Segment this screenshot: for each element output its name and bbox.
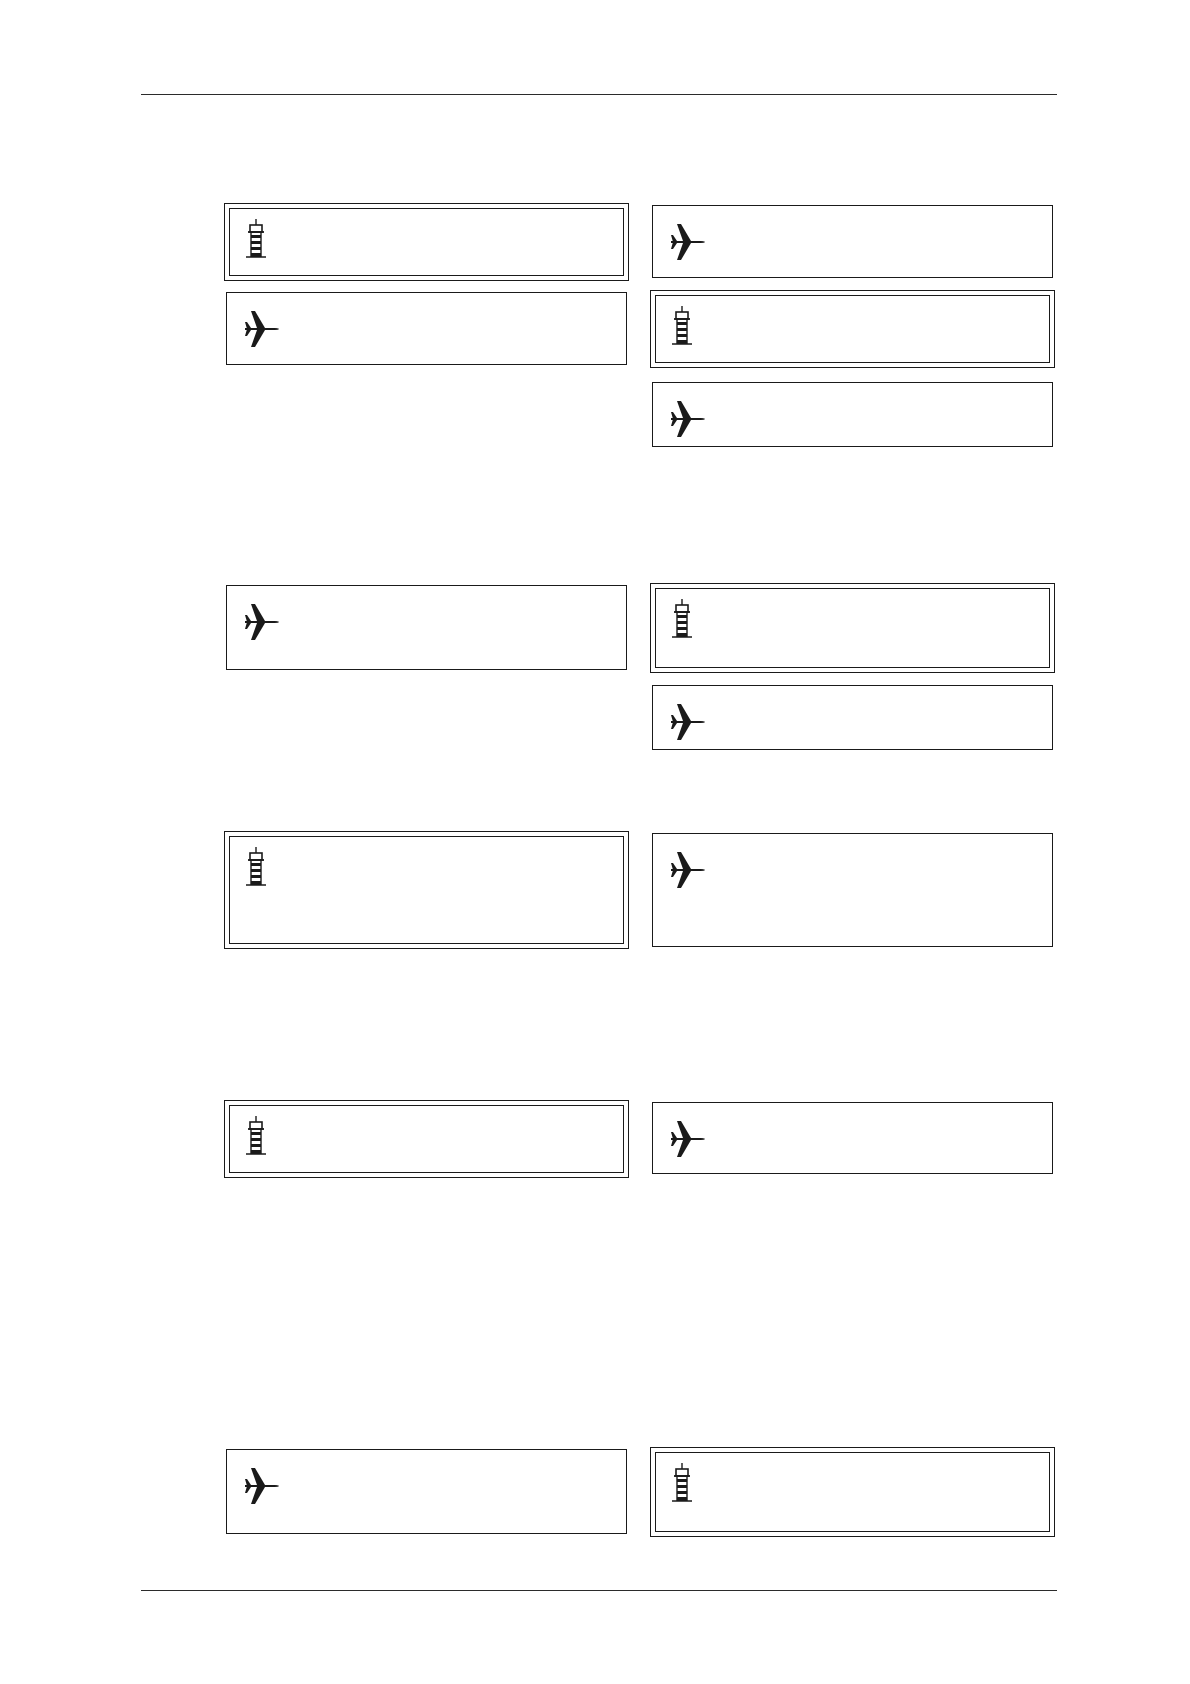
atc-message-box bbox=[224, 831, 629, 949]
aircraft-message-box bbox=[226, 585, 627, 670]
atc-message-box bbox=[650, 583, 1055, 673]
airplane-icon bbox=[669, 397, 707, 441]
atc-message-box bbox=[650, 1447, 1055, 1537]
top-rule bbox=[141, 94, 1057, 95]
bottom-rule bbox=[141, 1590, 1057, 1591]
aircraft-message-box bbox=[226, 292, 627, 365]
control-tower-icon bbox=[245, 218, 267, 260]
atc-message-box bbox=[224, 203, 629, 281]
aircraft-message-box bbox=[652, 382, 1053, 447]
aircraft-message-box bbox=[226, 1449, 627, 1534]
aircraft-message-box bbox=[652, 205, 1053, 278]
airplane-icon bbox=[669, 1117, 707, 1161]
atc-message-box bbox=[224, 1100, 629, 1178]
airplane-icon bbox=[669, 848, 707, 892]
control-tower-icon bbox=[245, 1115, 267, 1157]
control-tower-icon bbox=[671, 1462, 693, 1504]
airplane-icon bbox=[243, 1464, 281, 1508]
control-tower-icon bbox=[245, 846, 267, 888]
aircraft-message-box bbox=[652, 1102, 1053, 1174]
control-tower-icon bbox=[671, 305, 693, 347]
atc-message-box bbox=[650, 290, 1055, 368]
control-tower-icon bbox=[671, 598, 693, 640]
airplane-icon bbox=[669, 220, 707, 264]
aircraft-message-box bbox=[652, 685, 1053, 750]
airplane-icon bbox=[243, 307, 281, 351]
airplane-icon bbox=[243, 600, 281, 644]
aircraft-message-box bbox=[652, 833, 1053, 947]
airplane-icon bbox=[669, 700, 707, 744]
